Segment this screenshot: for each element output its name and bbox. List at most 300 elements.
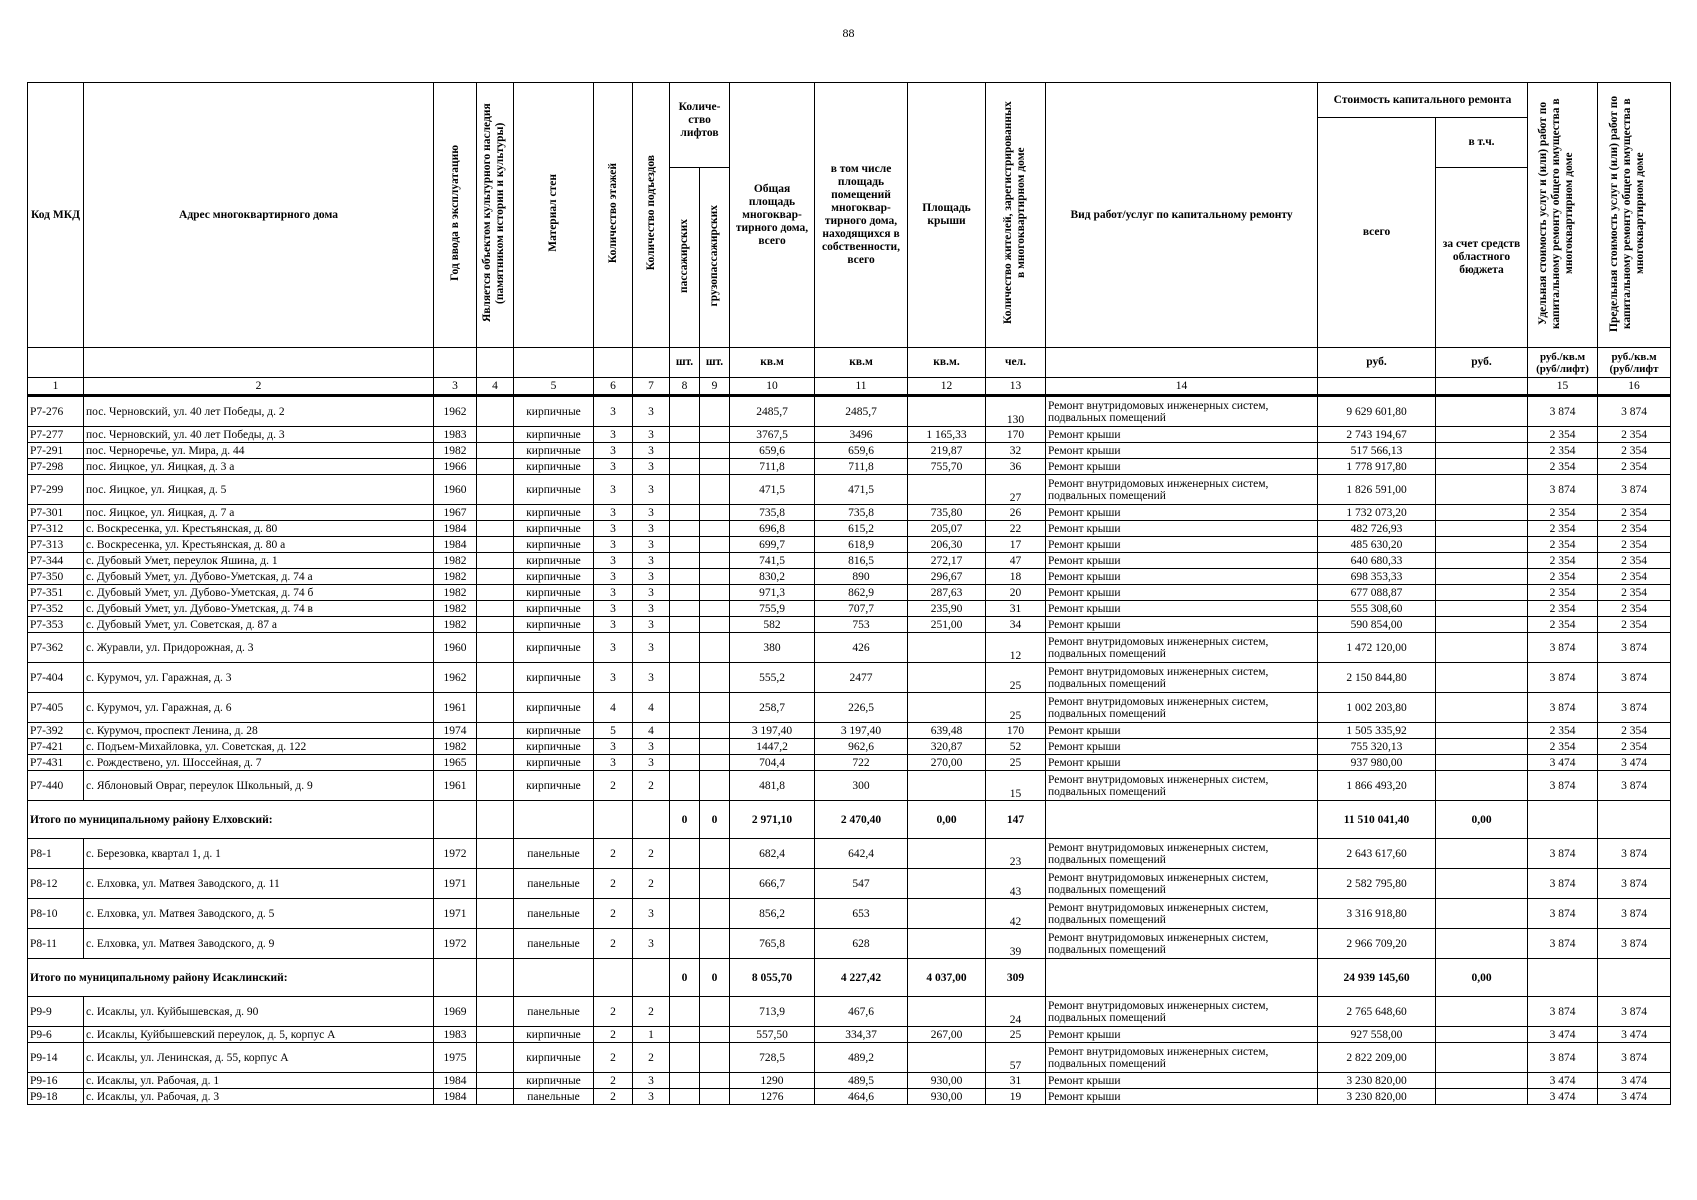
cell-floors: 2 [594, 771, 633, 801]
cell-area-total: 666,7 [730, 869, 815, 899]
total-blank [434, 959, 477, 997]
cell-roof: 930,00 [908, 1089, 986, 1105]
cell-material: кирпичные [514, 475, 594, 505]
cell-code: Р7-440 [28, 771, 84, 801]
cell-code: Р7-277 [28, 427, 84, 443]
cell-area-owned: 659,6 [815, 443, 908, 459]
table-row [28, 427, 1671, 443]
col-header-lifts-cargo: грузопассажирских [700, 168, 730, 348]
cell-entrances: 3 [633, 739, 670, 755]
cell-cost-total: 1 826 591,00 [1318, 475, 1436, 505]
cell-work: Ремонт внутридомовых инженерных систем, подвальных помещений [1046, 771, 1318, 801]
cell-unit-cost: 3 874 [1528, 693, 1598, 723]
cell-year: 1972 [434, 839, 477, 869]
cell-unit-cost: 3 874 [1528, 475, 1598, 505]
cell-work: Ремонт внутридомовых инженерных систем, подвальных помещений [1046, 396, 1318, 427]
cell-lifts-passenger [670, 537, 700, 553]
unit-people: чел. [986, 348, 1046, 378]
table-row [28, 443, 1671, 459]
table-row [28, 617, 1671, 633]
cell-work: Ремонт внутридомовых инженерных систем, подвальных помещений [1046, 839, 1318, 869]
cell-code: Р7-392 [28, 723, 84, 739]
total-blank [434, 801, 477, 839]
cell-area-owned: 862,9 [815, 585, 908, 601]
cell-material: панельные [514, 929, 594, 959]
table-row [28, 997, 1671, 1027]
total-row [28, 801, 1671, 839]
col-header-roof: Площадь крыши [908, 83, 986, 348]
cell-limit-cost: 2 354 [1598, 553, 1671, 569]
cell-limit-cost: 2 354 [1598, 739, 1671, 755]
table-row [28, 537, 1671, 553]
cell-lifts-passenger [670, 1043, 700, 1073]
cell-year: 1983 [434, 427, 477, 443]
cell-address: пос. Черноречье, ул. Мира, д. 44 [84, 443, 434, 459]
cell-code: Р7-404 [28, 663, 84, 693]
cell-work: Ремонт внутридомовых инженерных систем, подвальных помещений [1046, 693, 1318, 723]
total-label: Итого по муниципальному району Елховский: [28, 801, 434, 839]
table-row [28, 1089, 1671, 1105]
table-header [28, 83, 1671, 396]
cell-area-total: 704,4 [730, 755, 815, 771]
cell-heritage [477, 693, 514, 723]
cell-heritage [477, 537, 514, 553]
cell-cost-budget [1436, 1089, 1528, 1105]
cell-code: Р7-313 [28, 537, 84, 553]
cell-material: панельные [514, 899, 594, 929]
total-blank [1528, 959, 1598, 997]
cell-address: с. Рождествено, ул. Шоссейная, д. 7 [84, 755, 434, 771]
cell-floors: 2 [594, 997, 633, 1027]
cell-limit-cost: 3 874 [1598, 1043, 1671, 1073]
cell-area-total: 2485,7 [730, 396, 815, 427]
cell-lifts-cargo [700, 1043, 730, 1073]
cell-area-owned: 547 [815, 869, 908, 899]
cell-area-total: 971,3 [730, 585, 815, 601]
cell-cost-total: 1 778 917,80 [1318, 459, 1436, 475]
cell-code: Р7-344 [28, 553, 84, 569]
cell-material: кирпичные [514, 537, 594, 553]
cell-year: 1972 [434, 929, 477, 959]
cell-work: Ремонт внутридомовых инженерных систем, подвальных помещений [1046, 899, 1318, 929]
cell-area-owned: 489,5 [815, 1073, 908, 1089]
cell-heritage [477, 505, 514, 521]
cell-cost-budget [1436, 771, 1528, 801]
cell-area-total: 711,8 [730, 459, 815, 475]
cell-code: Р9-6 [28, 1027, 84, 1043]
cell-address: с. Исаклы, Куйбышевский переулок, д. 5, корпус А [84, 1027, 434, 1043]
cell-work: Ремонт крыши [1046, 537, 1318, 553]
cell-limit-cost: 3 874 [1598, 663, 1671, 693]
cell-limit-cost: 2 354 [1598, 617, 1671, 633]
cell-code: Р7-353 [28, 617, 84, 633]
cell-code: Р9-9 [28, 997, 84, 1027]
cell-cost-budget [1436, 739, 1528, 755]
cell-unit-cost: 3 874 [1528, 396, 1598, 427]
cell-cost-budget [1436, 1043, 1528, 1073]
capital-repair-table [27, 82, 1671, 1105]
total-label: Итого по муниципальному району Исаклинский: [28, 959, 434, 997]
cell-entrances: 3 [633, 617, 670, 633]
cell-year: 1982 [434, 739, 477, 755]
cell-lifts-passenger [670, 601, 700, 617]
cell-area-owned: 711,8 [815, 459, 908, 475]
cell-lifts-passenger [670, 521, 700, 537]
cell-year: 1967 [434, 505, 477, 521]
cell-lifts-passenger [670, 899, 700, 929]
cell-residents: 19 [986, 1089, 1046, 1105]
cell-residents: 47 [986, 553, 1046, 569]
cell-entrances: 3 [633, 663, 670, 693]
cell-cost-budget [1436, 869, 1528, 899]
cell-year: 1966 [434, 459, 477, 475]
cell-work: Ремонт крыши [1046, 569, 1318, 585]
cell-address: с. Журавли, ул. Придорожная, д. 3 [84, 633, 434, 663]
cell-work: Ремонт крыши [1046, 723, 1318, 739]
cell-roof: 251,00 [908, 617, 986, 633]
cell-cost-total: 3 316 918,80 [1318, 899, 1436, 929]
cell-year: 1984 [434, 521, 477, 537]
total-area-total: 8 055,70 [730, 959, 815, 997]
cell-residents: 25 [986, 1027, 1046, 1043]
column-number: 10 [730, 378, 815, 396]
cell-cost-budget [1436, 617, 1528, 633]
cell-cost-total: 590 854,00 [1318, 617, 1436, 633]
cell-lifts-cargo [700, 459, 730, 475]
cell-cost-budget [1436, 459, 1528, 475]
cell-area-owned: 471,5 [815, 475, 908, 505]
cell-area-owned: 3 197,40 [815, 723, 908, 739]
col-header-limit-cost: Предельная стоимость услуг и (или) работ по капитальному ремонту общего имущества в многоквартирном доме [1598, 83, 1671, 348]
cell-cost-total: 485 630,20 [1318, 537, 1436, 553]
cell-lifts-cargo [700, 693, 730, 723]
cell-area-total: 728,5 [730, 1043, 815, 1073]
cell-lifts-cargo [700, 617, 730, 633]
cell-year: 1960 [434, 475, 477, 505]
cell-material: кирпичные [514, 1073, 594, 1089]
cell-heritage [477, 929, 514, 959]
cell-area-owned: 753 [815, 617, 908, 633]
cell-area-total: 1290 [730, 1073, 815, 1089]
cell-roof: 219,87 [908, 443, 986, 459]
cell-unit-cost: 2 354 [1528, 723, 1598, 739]
column-number: 11 [815, 378, 908, 396]
cell-entrances: 3 [633, 1089, 670, 1105]
cell-entrances: 2 [633, 839, 670, 869]
cell-lifts-cargo [700, 427, 730, 443]
cell-heritage [477, 459, 514, 475]
cell-code: Р7-405 [28, 693, 84, 723]
cell-unit-cost: 2 354 [1528, 569, 1598, 585]
cell-heritage [477, 739, 514, 755]
cell-year: 1984 [434, 537, 477, 553]
cell-area-owned: 642,4 [815, 839, 908, 869]
cell-roof [908, 869, 986, 899]
cell-material: кирпичные [514, 1027, 594, 1043]
cell-roof: 270,00 [908, 755, 986, 771]
cell-cost-total: 2 150 844,80 [1318, 663, 1436, 693]
cell-entrances: 3 [633, 899, 670, 929]
cell-roof [908, 1043, 986, 1073]
total-blank [1598, 801, 1671, 839]
cell-area-total: 557,50 [730, 1027, 815, 1043]
cell-area-total: 555,2 [730, 663, 815, 693]
cell-year: 1974 [434, 723, 477, 739]
cell-work: Ремонт внутридомовых инженерных систем, подвальных помещений [1046, 633, 1318, 663]
cell-heritage [477, 839, 514, 869]
cell-address: с. Дубовый Умет, ул. Дубово-Уметская, д. 74 а [84, 569, 434, 585]
total-row [28, 959, 1671, 997]
cell-unit-cost: 3 874 [1528, 929, 1598, 959]
table-row [28, 663, 1671, 693]
cell-roof: 755,70 [908, 459, 986, 475]
cell-area-owned: 226,5 [815, 693, 908, 723]
cell-code: Р7-298 [28, 459, 84, 475]
cell-work: Ремонт крыши [1046, 755, 1318, 771]
col-header-unit-cost: Удельная стоимость услуг и (или) работ по капитальному ремонту общего имущества в многоквартирном доме [1528, 83, 1598, 348]
col-header-cost-incl: в т.ч. [1436, 118, 1528, 168]
total-blank [594, 959, 633, 997]
table-row [28, 839, 1671, 869]
column-number: 16 [1598, 378, 1671, 396]
cell-code: Р8-10 [28, 899, 84, 929]
table-row [28, 869, 1671, 899]
cell-floors: 2 [594, 899, 633, 929]
cell-heritage [477, 755, 514, 771]
cell-limit-cost: 2 354 [1598, 459, 1671, 475]
cell-entrances: 3 [633, 1073, 670, 1089]
cell-lifts-cargo [700, 839, 730, 869]
cell-area-total: 1276 [730, 1089, 815, 1105]
cell-limit-cost: 3 474 [1598, 1089, 1671, 1105]
cell-cost-total: 1 002 203,80 [1318, 693, 1436, 723]
table-row [28, 475, 1671, 505]
cell-code: Р7-291 [28, 443, 84, 459]
cell-residents: 52 [986, 739, 1046, 755]
cell-lifts-cargo [700, 663, 730, 693]
cell-floors: 2 [594, 929, 633, 959]
cell-roof: 735,80 [908, 505, 986, 521]
cell-entrances: 3 [633, 505, 670, 521]
cell-floors: 3 [594, 663, 633, 693]
cell-heritage [477, 869, 514, 899]
table-body [28, 396, 1671, 1105]
cell-code: Р7-421 [28, 739, 84, 755]
cell-entrances: 3 [633, 553, 670, 569]
table-row [28, 396, 1671, 427]
cell-heritage [477, 899, 514, 929]
col-header-code: Код МКД [28, 83, 84, 348]
total-roof: 4 037,00 [908, 959, 986, 997]
cell-unit-cost: 2 354 [1528, 537, 1598, 553]
unit-m2: кв.м. [908, 348, 986, 378]
cell-lifts-cargo [700, 1073, 730, 1089]
column-number: 2 [84, 378, 434, 396]
column-number: 8 [670, 378, 700, 396]
cell-year: 1962 [434, 663, 477, 693]
cell-heritage [477, 427, 514, 443]
cell-residents: 25 [986, 693, 1046, 723]
cell-limit-cost: 2 354 [1598, 537, 1671, 553]
cell-floors: 3 [594, 396, 633, 427]
cell-residents: 18 [986, 569, 1046, 585]
cell-code: Р8-1 [28, 839, 84, 869]
cell-unit-cost: 3 874 [1528, 771, 1598, 801]
cell-heritage [477, 1073, 514, 1089]
cell-work: Ремонт крыши [1046, 427, 1318, 443]
total-blank [633, 801, 670, 839]
cell-roof: 287,63 [908, 585, 986, 601]
cell-roof: 639,48 [908, 723, 986, 739]
cell-year: 1983 [434, 1027, 477, 1043]
cell-area-total: 582 [730, 617, 815, 633]
cell-code: Р7-352 [28, 601, 84, 617]
cell-cost-total: 9 629 601,80 [1318, 396, 1436, 427]
cell-cost-total: 517 566,13 [1318, 443, 1436, 459]
cell-area-total: 471,5 [730, 475, 815, 505]
cell-limit-cost: 3 874 [1598, 839, 1671, 869]
table-row [28, 1043, 1671, 1073]
cell-limit-cost: 2 354 [1598, 427, 1671, 443]
table-row [28, 1073, 1671, 1089]
cell-area-total: 3767,5 [730, 427, 815, 443]
cell-material: панельные [514, 997, 594, 1027]
cell-year: 1971 [434, 899, 477, 929]
cell-lifts-passenger [670, 1089, 700, 1105]
cell-area-total: 830,2 [730, 569, 815, 585]
table-row [28, 929, 1671, 959]
table-row [28, 693, 1671, 723]
cell-area-total: 765,8 [730, 929, 815, 959]
total-blank [477, 801, 514, 839]
column-number-blank [1436, 378, 1528, 396]
cell-floors: 3 [594, 443, 633, 459]
cell-cost-budget [1436, 601, 1528, 617]
unit-rub-per-m2: руб./кв.м (руб/лифт) [1528, 348, 1598, 378]
cell-roof: 267,00 [908, 1027, 986, 1043]
cell-address: с. Курумоч, ул. Гаражная, д. 6 [84, 693, 434, 723]
cell-material: кирпичные [514, 427, 594, 443]
total-blank [1598, 959, 1671, 997]
cell-material: кирпичные [514, 459, 594, 475]
table-row [28, 569, 1671, 585]
total-area-owned: 4 227,42 [815, 959, 908, 997]
cell-area-owned: 722 [815, 755, 908, 771]
cell-lifts-passenger [670, 475, 700, 505]
cell-cost-budget [1436, 929, 1528, 959]
cell-unit-cost: 3 474 [1528, 755, 1598, 771]
cell-limit-cost: 2 354 [1598, 443, 1671, 459]
cell-material: кирпичные [514, 443, 594, 459]
cell-roof: 235,90 [908, 601, 986, 617]
cell-limit-cost: 3 474 [1598, 1027, 1671, 1043]
cell-entrances: 3 [633, 427, 670, 443]
cell-entrances: 3 [633, 929, 670, 959]
cell-cost-total: 3 230 820,00 [1318, 1089, 1436, 1105]
cell-cost-budget [1436, 755, 1528, 771]
cell-work: Ремонт крыши [1046, 1027, 1318, 1043]
cell-lifts-cargo [700, 521, 730, 537]
cell-area-total: 741,5 [730, 553, 815, 569]
cell-work: Ремонт внутридомовых инженерных систем, подвальных помещений [1046, 997, 1318, 1027]
cell-code: Р7-276 [28, 396, 84, 427]
cell-residents: 15 [986, 771, 1046, 801]
cell-address: с. Березовка, квартал 1, д. 1 [84, 839, 434, 869]
cell-year: 1961 [434, 771, 477, 801]
cell-roof [908, 475, 986, 505]
cell-address: с. Елховка, ул. Матвея Заводского, д. 11 [84, 869, 434, 899]
cell-work: Ремонт крыши [1046, 739, 1318, 755]
column-number-row [28, 378, 1671, 396]
cell-limit-cost: 3 874 [1598, 929, 1671, 959]
cell-residents: 23 [986, 839, 1046, 869]
cell-cost-total: 2 643 617,60 [1318, 839, 1436, 869]
cell-residents: 57 [986, 1043, 1046, 1073]
cell-year: 1984 [434, 1073, 477, 1089]
cell-lifts-passenger [670, 869, 700, 899]
cell-roof: 272,17 [908, 553, 986, 569]
cell-cost-budget [1436, 537, 1528, 553]
cell-floors: 4 [594, 693, 633, 723]
cell-lifts-passenger [670, 1027, 700, 1043]
cell-cost-budget [1436, 396, 1528, 427]
cell-address: с. Курумоч, ул. Гаражная, д. 3 [84, 663, 434, 693]
cell-work: Ремонт крыши [1046, 459, 1318, 475]
cell-residents: 32 [986, 443, 1046, 459]
unit-pcs: шт. [670, 348, 700, 378]
cell-lifts-cargo [700, 1089, 730, 1105]
cell-work: Ремонт внутридомовых инженерных систем, подвальных помещений [1046, 475, 1318, 505]
cell-lifts-cargo [700, 929, 730, 959]
cell-material: кирпичные [514, 601, 594, 617]
cell-cost-budget [1436, 997, 1528, 1027]
col-header-cost: Стоимость капитального ремонта [1318, 83, 1528, 118]
cell-code: Р8-11 [28, 929, 84, 959]
cell-floors: 3 [594, 569, 633, 585]
cell-unit-cost: 2 354 [1528, 739, 1598, 755]
cell-heritage [477, 1089, 514, 1105]
total-area-owned: 2 470,40 [815, 801, 908, 839]
cell-entrances: 3 [633, 585, 670, 601]
total-blank [1046, 801, 1318, 839]
table-row [28, 1027, 1671, 1043]
cell-lifts-cargo [700, 997, 730, 1027]
total-blank [477, 959, 514, 997]
cell-material: кирпичные [514, 396, 594, 427]
cell-cost-total: 482 726,93 [1318, 521, 1436, 537]
cell-lifts-passenger [670, 427, 700, 443]
cell-roof [908, 396, 986, 427]
total-lifts-cargo: 0 [700, 959, 730, 997]
cell-material: кирпичные [514, 739, 594, 755]
cell-year: 1982 [434, 553, 477, 569]
cell-heritage [477, 443, 514, 459]
col-header-address: Адрес многоквартирного дома [84, 83, 434, 348]
cell-residents: 34 [986, 617, 1046, 633]
cell-year: 1982 [434, 585, 477, 601]
cell-residents: 42 [986, 899, 1046, 929]
cell-cost-total: 1 732 073,20 [1318, 505, 1436, 521]
cell-year: 1965 [434, 755, 477, 771]
cell-floors: 2 [594, 869, 633, 899]
cell-residents: 22 [986, 521, 1046, 537]
page-number: 88 [842, 26, 855, 40]
cell-residents: 170 [986, 723, 1046, 739]
cell-year: 1975 [434, 1043, 477, 1073]
cell-cost-budget [1436, 663, 1528, 693]
cell-cost-total: 555 308,60 [1318, 601, 1436, 617]
cell-year: 1984 [434, 1089, 477, 1105]
